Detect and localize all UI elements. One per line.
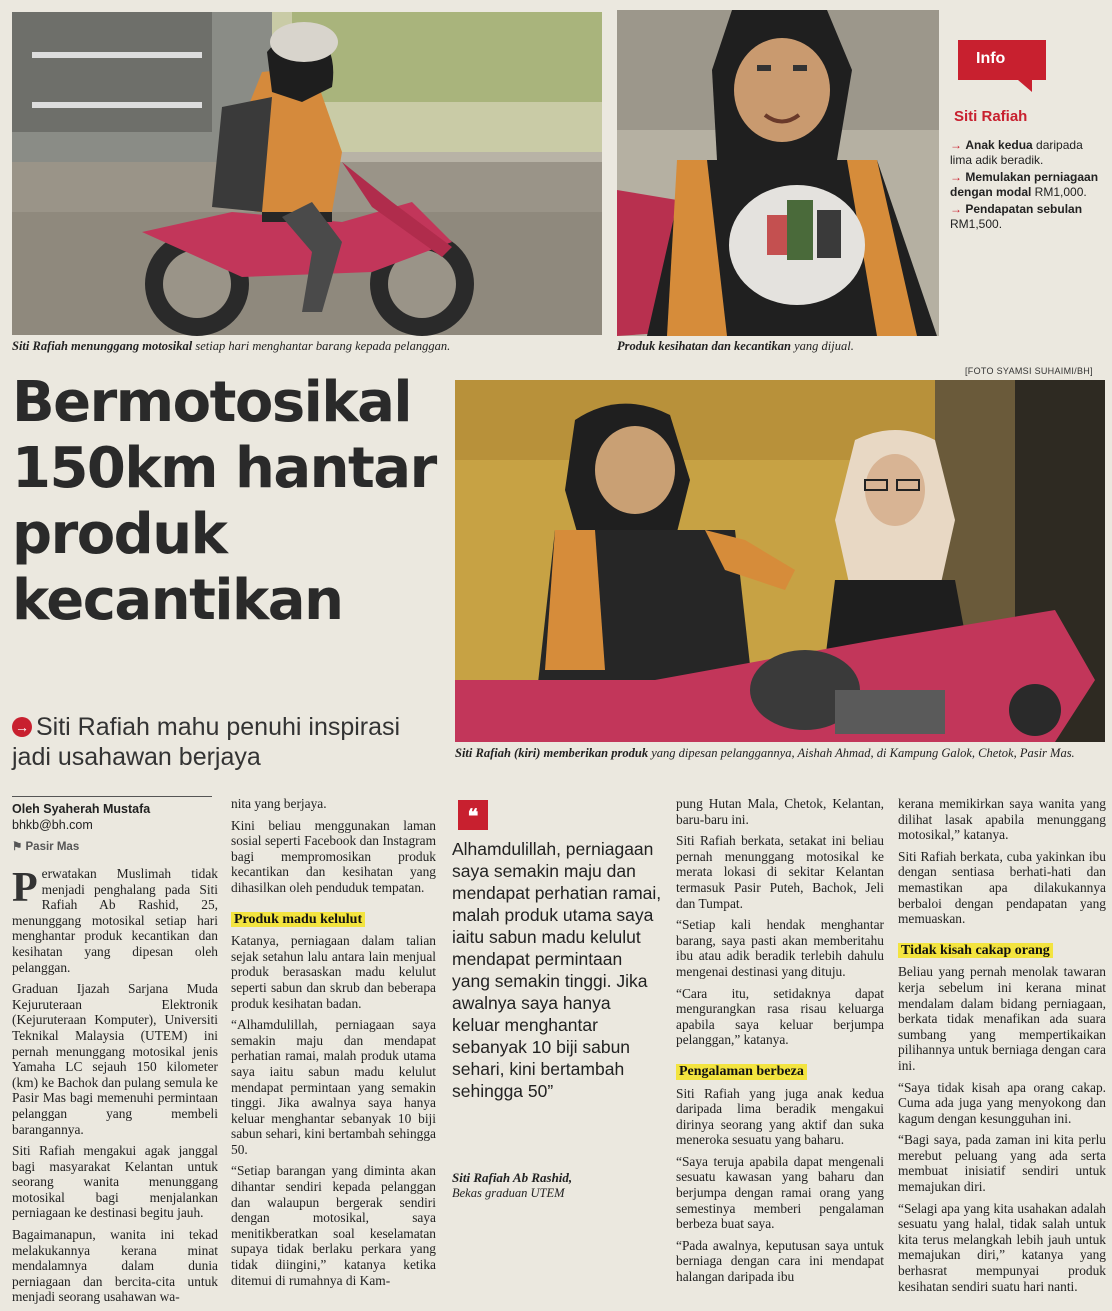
quote-role: Bekas graduan UTEM: [452, 1186, 565, 1200]
paragraph: “Alhamdulillah, perniagaan saya semakin maju dan mendapat perhatian ramai, malah produk utama saya iaitu sabun madu kelulut mendapat permintaan yang semakin tinggi. Jika awalnya saya hanya keluar menghantar sebanyak 10 biji sabun sehari, kini bertambah sehingga 50.: [231, 1017, 436, 1157]
arrow-bullet-icon: →: [12, 717, 32, 737]
paragraph: Kini beliau menggunakan laman sosial seperti Facebook dan Instagram bagi mempromosikan produk kecantikan dan kesihatan yang dihasilkan oleh penduduk tempatan.: [231, 817, 436, 895]
arrow-icon: →: [950, 138, 962, 152]
paragraph: Katanya, perniagaan dalam talian sejak setahun lalu antara lain menjual produk berasaskan madu kelulut seperti sabun dan skrub dan beberapa produk kesihatan badan.: [231, 933, 436, 1011]
arrow-icon: →: [950, 170, 962, 184]
drop-cap: P: [12, 865, 38, 911]
quote-text: Alhamdulillah, perniagaan saya semakin maju dan mendapat perhatian ramai, malah produk utama saya iaitu sabun madu kelulut mendapat permintaan yang semakin tinggi. Jika awalnya saya hanya keluar menghantar sebanyak 10 biji sabun sehari, kini bertambah sehingga 50”: [452, 839, 662, 1101]
info-name: Siti Rafiah: [954, 108, 1028, 125]
paragraph: Perwatakan Muslimah tidak menjadi penghalang pada Siti Rafiah Ab Rashid, 25, menunggang motosikal setiap hari menghantar produk kecantikan dan kesihatan yang dipesan oleh pelanggan.: [12, 865, 218, 975]
paragraph: kerana memikirkan saya wanita yang dilihat lasak apabila menunggang motosikal,” katanya.: [898, 796, 1106, 843]
byline-place: ⚑ Pasir Mas: [12, 841, 80, 853]
paragraph: Siti Rafiah berkata, setakat ini beliau pernah menunggang motosikal ke merata lokasi di sekitar Kelantan termasuk Pasir Puteh, Bachok, Jeli dan Tumpat.: [676, 833, 884, 911]
byline: [12, 796, 212, 855]
paragraph: “Saya teruja apabila dapat mengenali sesuatu kawasan yang baharu dan berjumpa dengan ramai orang yang semestinya memberi pengalaman berbeza buat saya.: [676, 1153, 884, 1232]
paragraph: Siti Rafiah yang juga anak kedua daripada lima beradik mengakui dirinya seorang yang aktif dan suka meneroka sesuatu yang baharu.: [676, 1085, 884, 1148]
section-subtitle: Pengalaman berbeza: [676, 1064, 807, 1080]
info-box: [940, 10, 1110, 330]
paragraph: Graduan Ijazah Sarjana Muda Kejuruteraan Elektronik (Kejuruteraan Komputer), Universiti Teknikal Malaysia (UTEM) ini pernah menunggang motosikal jenis Yamaha LC sejauh 150 kilometer (km) ke Bachok dan pulang semula ke Pasir Mas bagi memenuhi permintaan pelanggan yang membeli barangannya.: [12, 981, 219, 1137]
article-column-4: [676, 796, 884, 1291]
quote-author: Siti Rafiah Ab Rashid,: [452, 1170, 573, 1185]
info-facts: [950, 138, 1105, 234]
photo-handover: [455, 380, 1105, 742]
article-column-5: [898, 796, 1106, 1300]
info-fact: → Anak kedua daripada lima adik beradik.: [950, 138, 1083, 167]
info-fact: → Memulakan perniagaan dengan modal RM1,000.: [950, 170, 1099, 199]
paragraph: “Setiap barangan yang diminta akan dihantar sendiri kepada pelanggan dan walaupun bergerak sendiri dengan motosikal, saya menitikberatkan soal keselamatan supaya tidak berlaku perkara yang tidak diingini,” katanya ketika ditemui di rumahnya di Kam-: [231, 1163, 436, 1288]
paragraph: Bagaimanapun, wanita ini tekad melakukannya kerana minat mendalamnya dalam dunia perniagaan dan bercita-cita untuk menjadi seorang usahawan wa-: [12, 1227, 218, 1305]
photo2-caption: Produk kesihatan dan kecantikan yang dijual.: [617, 339, 854, 353]
paragraph: “Saya tidak kisah apa orang cakap. Cuma ada juga yang menyokong dan kagum dengan kesungguhan ini.: [898, 1079, 1106, 1126]
byline-author: Oleh Syaherah Mustafa: [12, 802, 151, 816]
section-subtitle: Tidak kisah cakap orang: [898, 943, 1053, 959]
paragraph: “Selagi apa yang kita usahakan adalah sesuatu yang halal, tidak salah untuk kita terus melangkah lebih jauh untuk memajukan diri,” katanya yang berhasrat mempunyai produk kesihatan sendiri suatu hari nanti.: [898, 1200, 1106, 1294]
article-column-1: [12, 866, 218, 1311]
subhead: → Siti Rafiah mahu penuhi inspirasi jadi usahawan berjaya: [12, 713, 401, 771]
paragraph: “Setiap kali hendak menghantar barang, saya pasti akan memberitahu ibu atau adik beradik terlebih dahulu mengenai destinasi yang dituju.: [676, 917, 884, 979]
photo1-caption: Siti Rafiah menunggang motosikal setiap hari menghantar barang kepada pelanggan.: [12, 339, 451, 353]
article-column-2: [231, 796, 436, 1294]
headline: Bermotosikal 150km hantar produk kecantikan: [12, 370, 436, 633]
photo-credit: [FOTO SYAMSI SUHAIMI/BH]: [965, 366, 1093, 376]
photo-products: [617, 10, 939, 336]
byline-email[interactable]: bhkb@bh.com: [12, 818, 93, 832]
info-tag: Info: [958, 40, 1046, 80]
paragraph: Beliau yang pernah menolak tawaran kerja sebelum ini kerana minat mendalam dalam bidang perniagaan, berkata tidak menafikan ada suara sumbang yang mempertikaikan pilihannya untuk berniaga dengan cara ini.: [898, 964, 1106, 1073]
section-subtitle: Produk madu kelulut: [231, 912, 365, 928]
quote-icon: ❝: [458, 800, 488, 830]
paragraph: pung Hutan Mala, Chetok, Kelantan, baru-baru ini.: [676, 796, 884, 827]
paragraph: nita yang berjaya.: [231, 796, 327, 811]
paragraph: “Bagi saya, pada zaman ini kita perlu merebut peluang yang ada serta membuat inisiatif sendiri untuk memajukan diri.: [898, 1132, 1106, 1195]
paragraph: “Cara itu, setidaknya dapat mengurangkan rasa risau keluarga apabila saya keluar berjumpa pelanggan,” katanya.: [676, 985, 884, 1048]
photo-rider-motorcycle: [12, 12, 602, 335]
paragraph: “Pada awalnya, keputusan saya untuk berniaga dengan cara ini mendapat halangan daripada ibu: [676, 1237, 884, 1285]
paragraph: Siti Rafiah mengakui agak janggal bagi masyarakat Kelantan untuk seorang wanita menunggang motosikal bagi menjalankan perniagaan ke destinasi begitu jauh.: [12, 1143, 218, 1221]
arrow-icon: →: [950, 202, 962, 216]
paragraph: Siti Rafiah berkata, cuba yakinkan ibu dengan sentiasa berhati-hati dan memastikan apa dilakukannya berbaloi dengan pendapatan yang memuaskan.: [898, 848, 1106, 927]
photo3-caption: Siti Rafiah (kiri) memberikan produk yang dipesan pelanggannya, Aishah Ahmad, di Kampung Galok, Chetok, Pasir Mas.: [455, 746, 1075, 760]
info-fact: → Pendapatan sebulan RM1,500.: [950, 202, 1083, 231]
